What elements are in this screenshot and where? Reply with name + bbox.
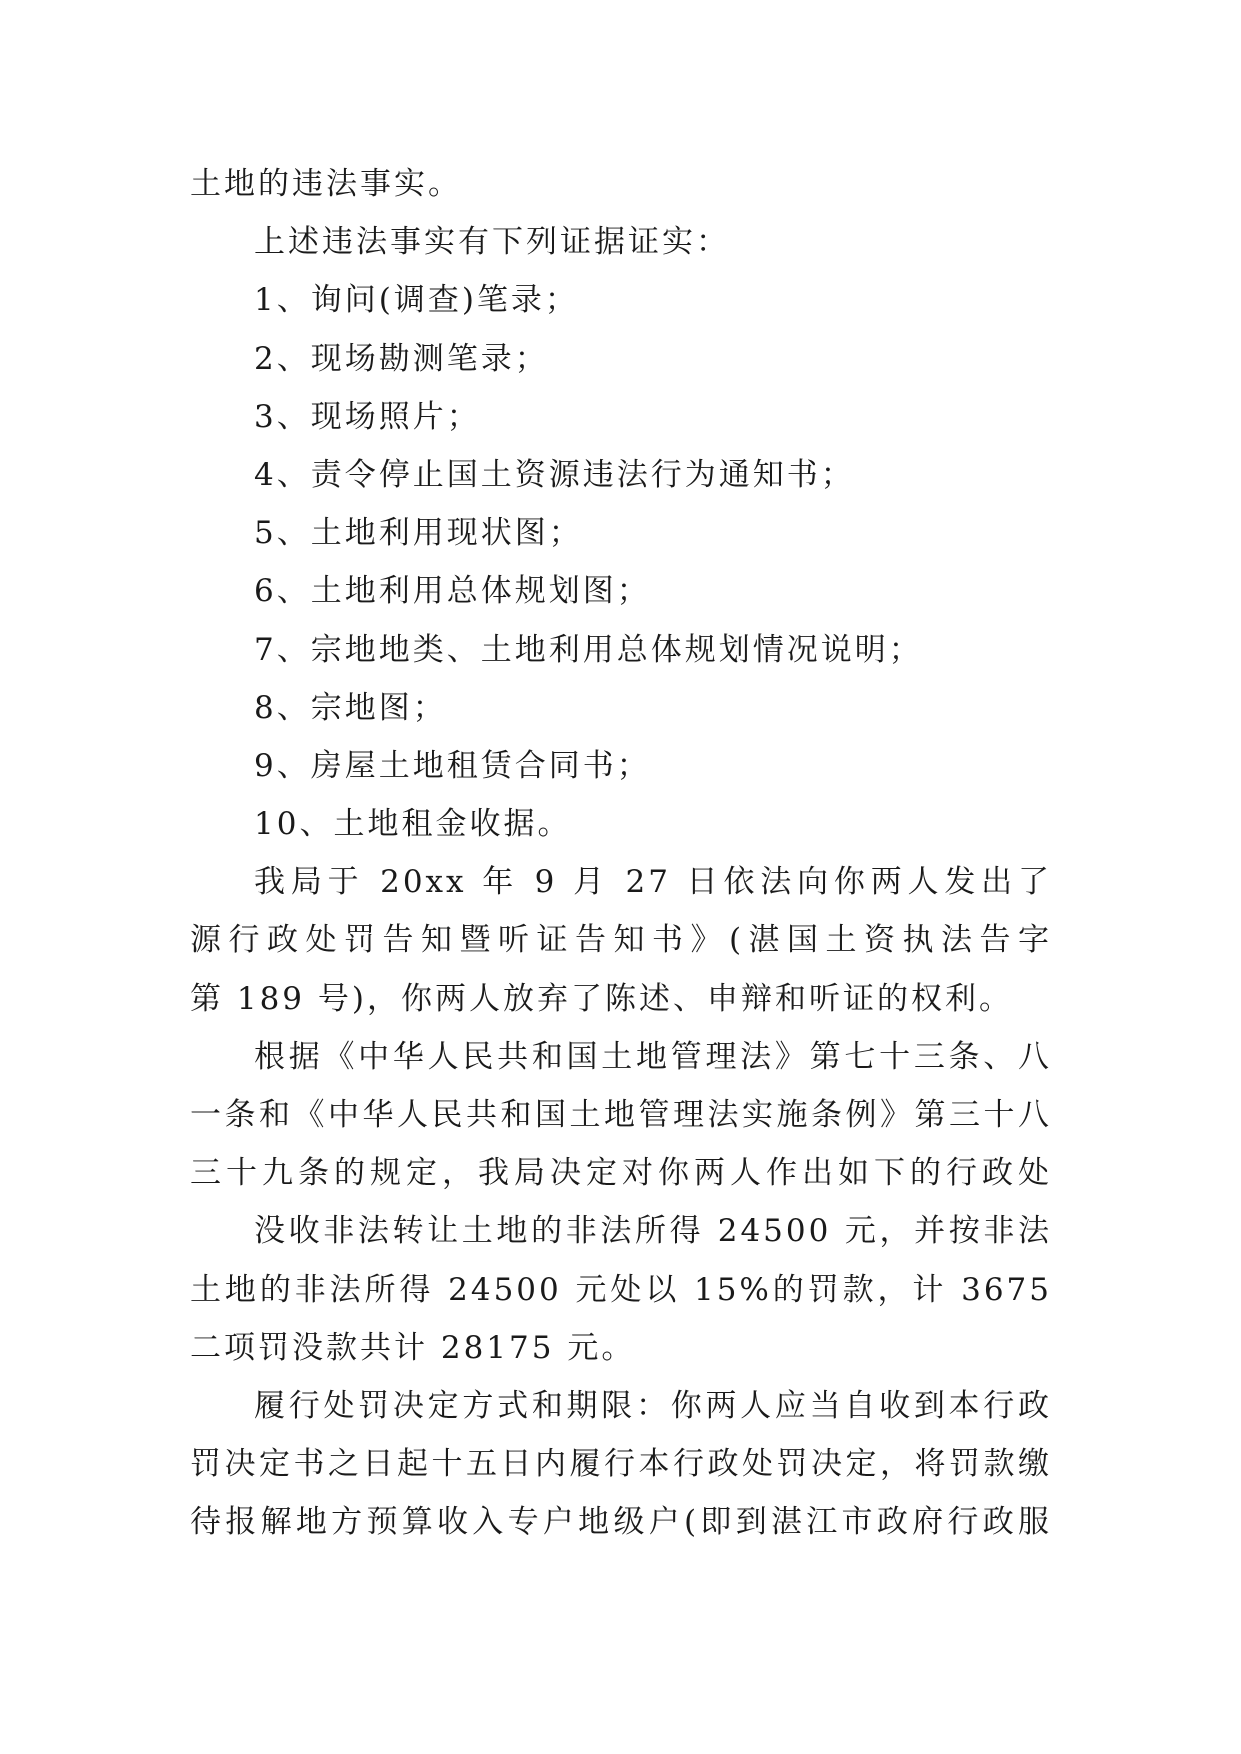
text-line: 三十九条的规定，我局决定对你两人作出如下的行政处	[190, 1155, 1052, 1192]
list-item: 4、责令停止国土资源违法行为通知书；	[254, 456, 855, 493]
text-line: 罚决定书之日起十五日内履行本行政处罚决定，将罚款缴	[190, 1446, 1052, 1483]
document-body	[190, 155, 1052, 1552]
list-item: 10、土地租金收据。	[254, 806, 572, 843]
list-item: 3、现场照片；	[254, 398, 481, 435]
text-line: 一条和《中华人民共和国土地管理法实施条例》第三十八	[190, 1097, 1052, 1133]
text-line: 履行处罚决定方式和期限：你两人应当自收到本行政	[254, 1387, 1052, 1424]
list-item: 7、宗地地类、土地利用总体规划情况说明；	[254, 631, 923, 668]
list-item: 9、房屋土地租赁合同书；	[254, 747, 651, 784]
list-item: 2、现场勘测笔录；	[254, 340, 549, 377]
text-line: 没收非法转让土地的非法所得 24500 元，并按非法	[254, 1213, 1052, 1250]
text-line: 土地的非法所得 24500 元处以 15%的罚款，计 3675	[190, 1271, 1052, 1308]
text-line: 待报解地方预算收入专户地级户(即到湛江市政府行政服	[190, 1504, 1052, 1541]
text-line: 源行政处罚告知暨听证告知书》(湛国土资执法告字	[190, 922, 1052, 959]
text-line: 我局于 20xx 年 9 月 27 日依法向你两人发出了	[254, 864, 1052, 901]
list-item: 8、宗地图；	[254, 689, 447, 726]
list-item: 1、询问(调查)笔录；	[254, 282, 579, 319]
text-line: 上述违法事实有下列证据证实：	[254, 224, 730, 261]
text-line: 土地的违法事实。	[190, 166, 462, 202]
text-line: 二项罚没款共计 28175 元。	[190, 1329, 636, 1366]
text-line: 第 189 号)，你两人放弃了陈述、申辩和听证的权利。	[190, 980, 1013, 1017]
list-item: 6、土地利用总体规划图；	[254, 573, 651, 610]
list-item: 5、土地利用现状图；	[254, 515, 583, 552]
text-line: 根据《中华人民共和国土地管理法》第七十三条、八	[254, 1038, 1052, 1075]
